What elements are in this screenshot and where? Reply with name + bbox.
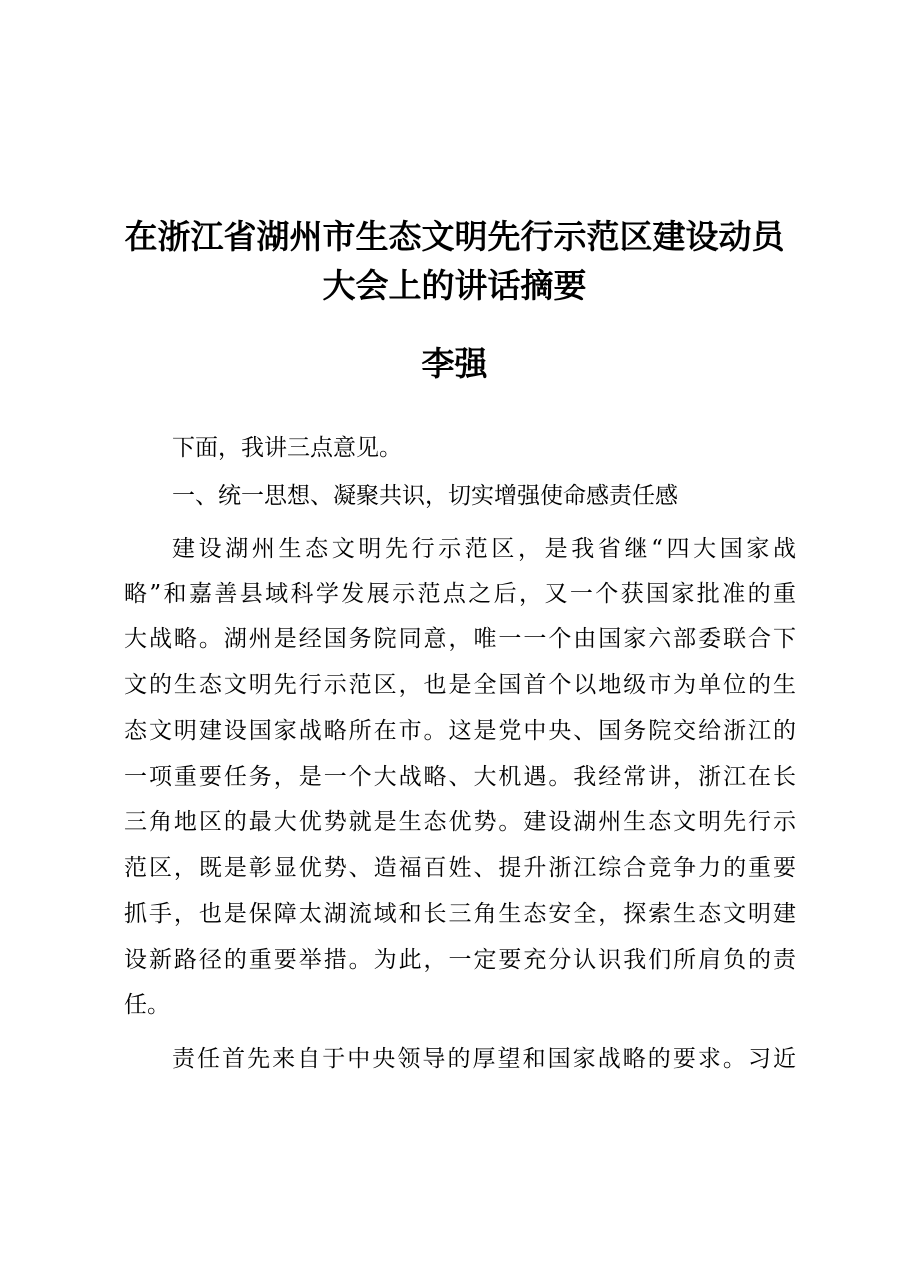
paragraph-line: 态文明建设国家战略所在市。这是党中央、国务院交给浙江的 [124,718,796,744]
paragraph-line: 大战略。湖州是经国务院同意，唯一一个由国家六部委联合下 [124,626,796,652]
section-heading: 一、统一思想、凝聚共识，切实增强使命感责任感 [172,483,678,509]
paragraph-line: 责任首先来自于中央领导的厚望和国家战略的要求。习近 [172,1046,796,1072]
paragraph-line: 一项重要任务，是一个大战略、大机遇。我经常讲，浙江在长 [124,764,796,790]
paragraph-line: 抓手，也是保障太湖流域和长三角生态安全，探索生态文明建 [124,901,796,927]
paragraph-line: 建设湖州生态文明先行示范区，是我省继“四大国家战 [172,536,796,562]
document-title-line-1: 在浙江省湖州市生态文明先行示范区建设动员 [124,217,785,256]
paragraph-line: 三角地区的最大优势就是生态优势。建设湖州生态文明先行示 [124,809,796,835]
document-title-line-2: 大会上的讲话摘要 [322,266,587,305]
paragraph-line: 范区，既是彰显优势、造福百姓、提升浙江综合竞争力的重要 [124,855,796,881]
intro-text: 下面，我讲三点意见。 [172,435,402,461]
paragraph-line: 文的生态文明先行示范区，也是全国首个以地级市为单位的生 [124,672,796,698]
paragraph-line: 略”和嘉善县域科学发展示范点之后，又一个获国家批准的重 [124,581,796,607]
paragraph-line: 设新路径的重要举措。为此，一定要充分认识我们所肩负的责 [124,947,796,973]
paragraph-line: 任。 [124,992,170,1018]
author-name: 李强 [421,344,488,383]
